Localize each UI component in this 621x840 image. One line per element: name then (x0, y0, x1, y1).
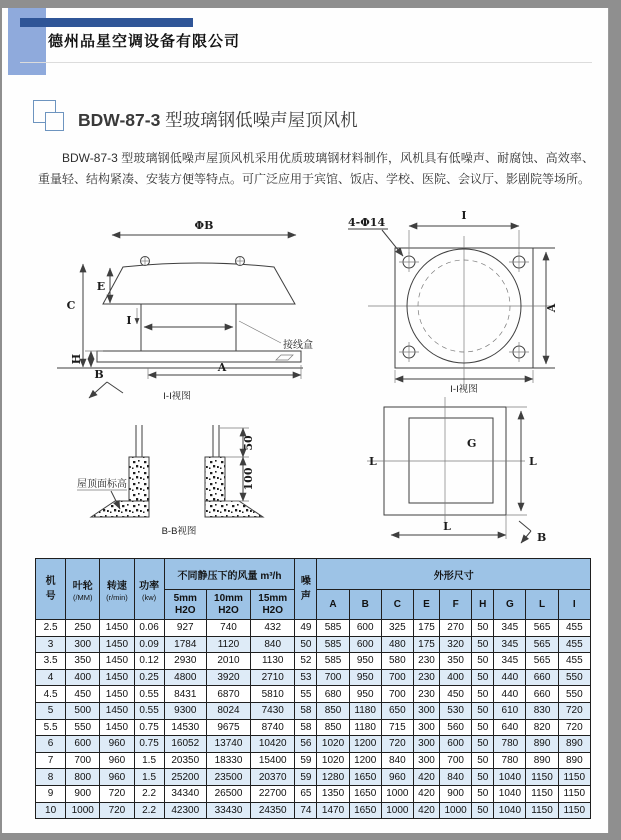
table-cell: 432 (251, 620, 295, 637)
table-row (36, 653, 591, 670)
dim-label-i: I (126, 314, 132, 327)
table-cell: 0.75 (134, 719, 164, 736)
spec-table-body (36, 620, 591, 819)
col-header-machine-no: 机号 (36, 559, 66, 620)
table-cell: 1650 (349, 802, 381, 819)
table-cell: 345 (494, 653, 526, 670)
table-cell: 1150 (558, 769, 590, 786)
table-cell: 8740 (251, 719, 295, 736)
product-description: BDW-87-3 型玻璃钢低噪声屋顶风机采用优质玻璃钢材料制作，风机具有低噪声、耐腐蚀、高效率、重量轻、结构紧凑、安装方便等特点。可广泛应用于宾馆、饭店、学校、医院、会议厅、影剧院等场所。 (38, 151, 594, 186)
dim-label-l-left: L (369, 455, 377, 468)
mount-view-caption: B-B视图 (161, 526, 197, 537)
flange-view-diagram (340, 200, 621, 395)
table-cell: 1200 (349, 752, 381, 769)
col-header-impeller: 叶轮 (/MM) (66, 559, 100, 620)
dim-label-100: 100 (242, 467, 255, 491)
table-cell: 850 (317, 719, 349, 736)
table-cell: 1350 (317, 785, 349, 802)
table-cell: 2930 (164, 653, 206, 670)
table-cell: 400 (440, 669, 472, 686)
table-row (36, 802, 591, 819)
table-cell: 1.5 (134, 769, 164, 786)
table-cell: 175 (413, 636, 439, 653)
table-cell: 720 (558, 719, 590, 736)
table-cell: 585 (317, 620, 349, 637)
table-cell: 10420 (251, 736, 295, 753)
table-row (36, 669, 591, 686)
table-cell: 50 (472, 736, 494, 753)
table-cell: 0.25 (134, 669, 164, 686)
table-cell: 20350 (164, 752, 206, 769)
col-header-power: 功率 (kw) (134, 559, 164, 620)
table-cell: 680 (317, 686, 349, 703)
bolt-holes-label: 4-Φ14 (348, 216, 386, 229)
side-view-caption: I-I视图 (163, 391, 191, 402)
table-cell: 1.5 (134, 752, 164, 769)
table-cell: 50 (472, 752, 494, 769)
table-cell: 320 (440, 636, 472, 653)
table-cell: 455 (558, 653, 590, 670)
table-cell: 56 (295, 736, 317, 753)
table-cell: 960 (100, 736, 134, 753)
table-cell: 1040 (494, 785, 526, 802)
bolt-hole-icon (509, 252, 529, 272)
col-group-airflow: 不同静压下的风量 m³/h (164, 559, 295, 590)
table-cell: 700 (440, 752, 472, 769)
table-cell: 660 (526, 686, 558, 703)
table-cell: 565 (526, 636, 558, 653)
spec-table (35, 558, 591, 819)
table-cell: 250 (66, 620, 100, 637)
table-cell: 0.55 (134, 702, 164, 719)
table-cell: 900 (440, 785, 472, 802)
table-cell: 5810 (251, 686, 295, 703)
table-cell: 900 (66, 785, 100, 802)
table-cell: 59 (295, 752, 317, 769)
title-squares-icon-overlay (45, 112, 64, 131)
table-cell: 1000 (381, 785, 413, 802)
table-cell: 0.75 (134, 736, 164, 753)
table-cell: 420 (413, 769, 439, 786)
table-cell: 700 (317, 669, 349, 686)
table-cell: 1200 (349, 736, 381, 753)
bolt-hole-icon (399, 342, 419, 362)
table-cell: 58 (295, 702, 317, 719)
table-cell: 16052 (164, 736, 206, 753)
table-cell: 22700 (251, 785, 295, 802)
dimension-column-header: B (349, 590, 381, 620)
table-cell: 1040 (494, 769, 526, 786)
table-cell: 25200 (164, 769, 206, 786)
junction-box-label: 接线盒 (283, 340, 313, 351)
table-cell: 300 (66, 636, 100, 653)
table-cell: 1120 (206, 636, 250, 653)
table-cell: 50 (472, 620, 494, 637)
table-cell: 480 (381, 636, 413, 653)
table-cell: 950 (349, 686, 381, 703)
table-cell: 450 (440, 686, 472, 703)
table-cell: 700 (66, 752, 100, 769)
table-cell: 34340 (164, 785, 206, 802)
table-cell: 820 (526, 719, 558, 736)
table-cell: 20370 (251, 769, 295, 786)
table-cell: 927 (164, 620, 206, 637)
page-title (78, 107, 358, 132)
table-cell: 345 (494, 636, 526, 653)
dimension-column-header: E (413, 590, 439, 620)
table-cell: 50 (472, 653, 494, 670)
view-arrow-b-label: B (537, 531, 547, 544)
flange-view-caption: I-I视图 (450, 384, 478, 395)
table-cell: 53 (295, 669, 317, 686)
table-cell: 50 (295, 636, 317, 653)
airflow-column-header: 15mm H2O (251, 590, 295, 620)
table-row (36, 719, 591, 736)
dim-label-a: A (545, 303, 558, 313)
table-cell: 550 (558, 669, 590, 686)
table-row (36, 620, 591, 637)
table-cell: 1450 (100, 669, 134, 686)
table-cell: 230 (413, 669, 439, 686)
table-cell: 650 (381, 702, 413, 719)
table-cell: 74 (295, 802, 317, 819)
table-cell: 2.5 (36, 620, 66, 637)
table-cell: 1450 (100, 702, 134, 719)
table-cell: 1150 (526, 769, 558, 786)
product-name: 型玻璃钢低噪声屋顶风机 (160, 110, 358, 130)
table-cell: 840 (381, 752, 413, 769)
table-cell: 6 (36, 736, 66, 753)
dim-label-phi-b: ΦB (194, 219, 214, 232)
table-cell: 0.55 (134, 686, 164, 703)
table-cell: 1150 (526, 785, 558, 802)
table-cell: 420 (413, 802, 439, 819)
table-cell: 50 (472, 702, 494, 719)
table-cell: 840 (251, 636, 295, 653)
table-cell: 530 (440, 702, 472, 719)
table-cell: 420 (413, 785, 439, 802)
table-cell: 6870 (206, 686, 250, 703)
table-cell: 1000 (66, 802, 100, 819)
dimension-column-header: H (472, 590, 494, 620)
table-cell: 440 (494, 686, 526, 703)
table-cell: 2710 (251, 669, 295, 686)
table-cell: 500 (66, 702, 100, 719)
table-cell: 50 (472, 686, 494, 703)
table-cell: 3920 (206, 669, 250, 686)
dim-label-50: 50 (242, 435, 255, 451)
table-cell: 8024 (206, 702, 250, 719)
table-cell: 230 (413, 653, 439, 670)
table-cell: 1180 (349, 702, 381, 719)
table-cell: 1000 (440, 802, 472, 819)
table-cell: 1650 (349, 785, 381, 802)
table-cell: 300 (413, 702, 439, 719)
table-cell: 550 (66, 719, 100, 736)
table-cell: 450 (66, 686, 100, 703)
table-cell: 3 (36, 636, 66, 653)
table-cell: 8 (36, 769, 66, 786)
side-view-diagram (55, 205, 365, 405)
table-cell: 2.2 (134, 802, 164, 819)
table-cell: 24350 (251, 802, 295, 819)
table-cell: 50 (472, 769, 494, 786)
table-cell: 780 (494, 752, 526, 769)
table-cell: 8431 (164, 686, 206, 703)
table-cell: 960 (381, 769, 413, 786)
table-cell: 740 (206, 620, 250, 637)
airflow-column-header: 10mm H2O (206, 590, 250, 620)
table-cell: 950 (349, 669, 381, 686)
dimension-column-header: F (440, 590, 472, 620)
table-cell: 7430 (251, 702, 295, 719)
col-header-speed: 转速 (r/min) (100, 559, 134, 620)
table-cell: 1150 (558, 802, 590, 819)
table-cell: 59 (295, 769, 317, 786)
page (2, 8, 609, 833)
table-cell: 800 (66, 769, 100, 786)
table-cell: 1150 (558, 785, 590, 802)
table-cell: 55 (295, 686, 317, 703)
table-cell: 585 (317, 636, 349, 653)
table-cell: 300 (413, 736, 439, 753)
roof-elevation-label: 屋顶面标高 (77, 479, 127, 490)
table-cell: 23500 (206, 769, 250, 786)
table-cell: 50 (472, 802, 494, 819)
table-cell: 715 (381, 719, 413, 736)
table-cell: 840 (440, 769, 472, 786)
table-cell: 10 (36, 802, 66, 819)
table-cell: 600 (66, 736, 100, 753)
table-cell: 1130 (251, 653, 295, 670)
table-cell: 175 (413, 620, 439, 637)
table-cell: 26500 (206, 785, 250, 802)
dim-label-g: G (467, 437, 477, 450)
table-cell: 350 (440, 653, 472, 670)
accent-bar-decoration (20, 18, 193, 27)
company-name: 德州品星空调设备有限公司 (48, 34, 241, 50)
table-cell: 550 (558, 686, 590, 703)
table-cell: 960 (100, 769, 134, 786)
table-cell: 15400 (251, 752, 295, 769)
table-cell: 18330 (206, 752, 250, 769)
table-cell: 1450 (100, 620, 134, 637)
dim-label-h: H (70, 353, 83, 365)
col-group-dimensions: 外形尺寸 (317, 559, 591, 590)
table-cell: 1280 (317, 769, 349, 786)
table-cell: 7 (36, 752, 66, 769)
table-cell: 1450 (100, 686, 134, 703)
table-cell: 720 (100, 785, 134, 802)
table-cell: 58 (295, 719, 317, 736)
table-cell: 9675 (206, 719, 250, 736)
table-cell: 1180 (349, 719, 381, 736)
table-cell: 950 (349, 653, 381, 670)
table-cell: 565 (526, 620, 558, 637)
table-cell: 9300 (164, 702, 206, 719)
dim-label-l-right: L (529, 455, 537, 468)
table-cell: 720 (100, 802, 134, 819)
dimension-column-header: C (381, 590, 413, 620)
table-cell: 65 (295, 785, 317, 802)
table-cell: 0.09 (134, 636, 164, 653)
table-cell: 4 (36, 669, 66, 686)
header-divider (20, 62, 592, 63)
table-cell: 42300 (164, 802, 206, 819)
col-header-noise: 噪声 (295, 559, 317, 620)
table-cell: 700 (381, 669, 413, 686)
table-cell: 1150 (526, 802, 558, 819)
base-plan-diagram (355, 395, 575, 550)
table-cell: 345 (494, 620, 526, 637)
table-cell: 2.2 (134, 785, 164, 802)
table-cell: 400 (66, 669, 100, 686)
dim-label-l-bottom: L (443, 520, 451, 533)
table-cell: 560 (440, 719, 472, 736)
table-cell: 5.5 (36, 719, 66, 736)
table-cell: 14530 (164, 719, 206, 736)
table-cell: 0.12 (134, 653, 164, 670)
table-cell: 4.5 (36, 686, 66, 703)
table-cell: 1650 (349, 769, 381, 786)
table-cell: 1450 (100, 719, 134, 736)
table-cell: 5 (36, 702, 66, 719)
table-row (36, 769, 591, 786)
table-cell: 350 (66, 653, 100, 670)
table-cell: 50 (472, 785, 494, 802)
table-cell: 640 (494, 719, 526, 736)
table-cell: 600 (349, 636, 381, 653)
table-header-row (36, 559, 591, 590)
table-cell: 1020 (317, 752, 349, 769)
table-cell: 0.06 (134, 620, 164, 637)
table-cell: 9 (36, 785, 66, 802)
table-cell: 270 (440, 620, 472, 637)
table-cell: 300 (413, 752, 439, 769)
table-cell: 600 (349, 620, 381, 637)
table-cell: 440 (494, 669, 526, 686)
table-cell: 1450 (100, 636, 134, 653)
table-cell: 600 (440, 736, 472, 753)
table-cell: 960 (100, 752, 134, 769)
product-model: BDW-87-3 (78, 110, 161, 130)
table-cell: 830 (526, 702, 558, 719)
table-row (36, 686, 591, 703)
spec-table-header (36, 559, 591, 620)
table-cell: 50 (472, 669, 494, 686)
table-cell: 585 (317, 653, 349, 670)
dimension-column-header: A (317, 590, 349, 620)
table-cell: 660 (526, 669, 558, 686)
table-cell: 300 (413, 719, 439, 736)
table-cell: 230 (413, 686, 439, 703)
table-cell: 1000 (381, 802, 413, 819)
table-cell: 720 (558, 702, 590, 719)
table-cell: 580 (381, 653, 413, 670)
table-cell: 325 (381, 620, 413, 637)
table-cell: 890 (558, 752, 590, 769)
table-cell: 4800 (164, 669, 206, 686)
table-cell: 52 (295, 653, 317, 670)
mount-view-diagram (55, 415, 335, 545)
table-cell: 890 (558, 736, 590, 753)
table-cell: 780 (494, 736, 526, 753)
bolt-icon (236, 257, 245, 266)
dimension-column-header: L (526, 590, 558, 620)
dimension-column-header: I (558, 590, 590, 620)
table-cell: 890 (526, 736, 558, 753)
table-cell: 3.5 (36, 653, 66, 670)
dimension-column-header: G (494, 590, 526, 620)
table-cell: 455 (558, 620, 590, 637)
table-cell: 850 (317, 702, 349, 719)
table-cell: 890 (526, 752, 558, 769)
bolt-hole-icon (509, 342, 529, 362)
table-cell: 1450 (100, 653, 134, 670)
table-cell: 49 (295, 620, 317, 637)
table-cell: 50 (472, 636, 494, 653)
table-row (36, 752, 591, 769)
table-cell: 610 (494, 702, 526, 719)
table-cell: 33430 (206, 802, 250, 819)
table-cell: 700 (381, 686, 413, 703)
table-row (36, 785, 591, 802)
dim-label-i: I (461, 209, 467, 222)
table-row (36, 702, 591, 719)
table-cell: 2010 (206, 653, 250, 670)
table-cell: 1020 (317, 736, 349, 753)
table-cell: 13740 (206, 736, 250, 753)
dim-label-c: C (66, 299, 76, 312)
bolt-icon (141, 257, 150, 266)
dim-label-a: A (217, 361, 227, 374)
table-cell: 455 (558, 636, 590, 653)
dim-label-e: E (96, 280, 106, 293)
table-row (36, 736, 591, 753)
table-cell: 1040 (494, 802, 526, 819)
view-arrow-b-label: B (94, 368, 104, 381)
table-cell: 565 (526, 653, 558, 670)
table-cell: 50 (472, 719, 494, 736)
table-cell: 1784 (164, 636, 206, 653)
table-cell: 1470 (317, 802, 349, 819)
table-row (36, 636, 591, 653)
table-cell: 720 (381, 736, 413, 753)
airflow-column-header: 5mm H2O (164, 590, 206, 620)
